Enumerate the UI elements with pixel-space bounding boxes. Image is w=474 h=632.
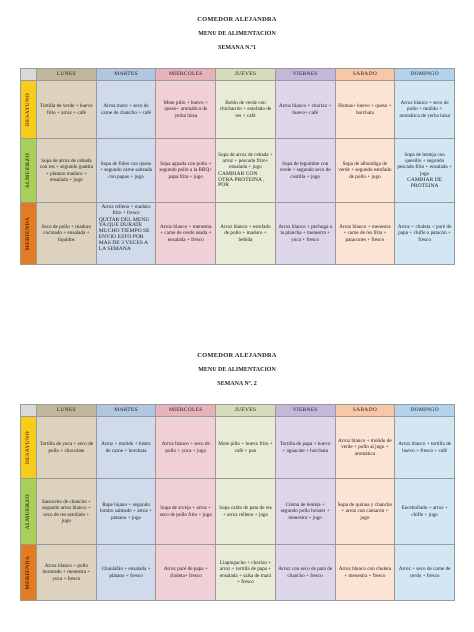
- day-header-jueves: JUEVES: [216, 69, 276, 81]
- menu-cell: Sancocho de chancho + segundo arroz blanco + seco de res estofado + jugo: [37, 479, 97, 545]
- menu-cell: Chaulafán + ensalada + plátano + fresco: [96, 545, 156, 601]
- day-header-martes: MARTES: [96, 69, 156, 81]
- handwritten-note: CAMBIAR CON OTRA PROTEINA , POR: [218, 170, 265, 189]
- menu-cell: Arroz puré de papa + chuleta+ fresco: [156, 545, 216, 601]
- menu-cell: Sopa aguada con pollo + segundo pollo a la BBQ+ papa frita + jugo: [156, 139, 216, 203]
- menu-cell: Tortilla de yuca + seco de pollo + chocolate: [37, 417, 97, 479]
- handwritten-note: QUITAR DEL MENU YA QUE DURATE MUCHO TIEMPO SE ENVIO ESTO POR MAS DE 3 VECES A LA SEMANA: [98, 216, 150, 252]
- day-header-sabado: SABADO: [335, 405, 395, 417]
- menu-cell: Encebollado + arroz + chifle + jugo: [395, 479, 455, 545]
- menu-item: Arroz relleno + maduro frito + fresco: [101, 204, 151, 217]
- day-header-jueves: JUEVES: [216, 405, 276, 417]
- menu-cell: Sopa caldo de pata de res + arroz relleno + jugo: [216, 479, 276, 545]
- menu-cell: Humas+ huevo + queso + horchata: [335, 81, 395, 139]
- day-header-sabado: SABADO: [335, 69, 395, 81]
- menu-cell: Crema de lenteja + segundo pollo broster + menestra + jugo: [275, 479, 335, 545]
- week1-header: [0, 16, 474, 52]
- menu-cell: Arroz + seco de carne de cerdo + fresco: [395, 545, 455, 601]
- menu-item: Sopa de arroz de cebada + arroz + pescado frito+ ensalada + jugo: [218, 151, 273, 171]
- menu-cell: [96, 203, 156, 265]
- menu-subtitle: MENU DE ALIMENTACION: [198, 367, 276, 373]
- menu-cell: Bolón de verde con chicharrón + estofado de res + café: [216, 81, 276, 139]
- day-header-lunes: LUNES: [37, 69, 97, 81]
- week1-menu-table: [20, 68, 455, 265]
- menu-cell: Rape lojano + segundo lomito salteado + arroz + platano + jugo: [96, 479, 156, 545]
- row-header-almuerzo: ALMUERZO: [21, 479, 37, 545]
- row-header-desayuno: DESAYUNO: [21, 417, 37, 479]
- day-header-miercoles: MIERCOLES: [156, 69, 216, 81]
- menu-cell: Arroz blanco + molido de verde + pollo al jugo + aromática: [335, 417, 395, 479]
- menu-cell: Arroz blanco + menestra + carne de cerdo asada + ensalada + fresco: [156, 203, 216, 265]
- menu-cell: Arroz moro + seco de carne de chancho + café: [96, 81, 156, 139]
- week2-menu-table: [20, 404, 455, 601]
- menu-cell: Sopa de legumbre con verde + segundo seco de costilla + jugo: [275, 139, 335, 203]
- menu-cell: Llapingacho + chorizo + arroz + tortilla de papa + ensalada + salsa de maní + fresco: [216, 545, 276, 601]
- menu-cell: Arroz blanco + pechuga a la plancha + menestra + yuca + fresco: [275, 203, 335, 265]
- menu-item: Sopa de lenteja con quesillo + segundo pescado frito + ensalada + jugo: [397, 151, 452, 177]
- menu-cell: Arroz blanco + estofado de pollo + maduro + bebida: [216, 203, 276, 265]
- menu-cell: Arroz con seco de pata de chancho + fresco: [275, 545, 335, 601]
- day-header-martes: MARTES: [96, 405, 156, 417]
- menu-cell: Arroz blanco + tortilla de huevo + fresco + café: [395, 417, 455, 479]
- menu-cell: Arroz blanco + menestra + carne de res frita + patacones + fresco: [335, 203, 395, 265]
- handwritten-note: CAMBIAR DE PROTEINA: [407, 176, 443, 189]
- day-header-lunes: LUNES: [37, 405, 97, 417]
- menu-cell: [395, 139, 455, 203]
- day-header-viernes: VIERNES: [275, 405, 335, 417]
- restaurant-title: COMEDOR ALEJANDRA: [197, 16, 277, 23]
- week-label: SEMANA N.º1: [218, 45, 256, 51]
- menu-cell: Arroz + molido + bistec de carne + horchata: [96, 417, 156, 479]
- corner-cell: [21, 69, 37, 81]
- restaurant-title: COMEDOR ALEJANDRA: [197, 352, 277, 359]
- menu-subtitle: MENU DE ALIMENTACION: [198, 31, 276, 37]
- menu-cell: Mote pillo + huevo + queso+ aromática de yerba luisa: [156, 81, 216, 139]
- row-header-merienda: MERIENDA: [21, 203, 37, 265]
- row-header-merienda: MERIENDA: [21, 545, 37, 601]
- menu-cell: Sopa de arveja + arroz + seco de pollo frito + jugo: [156, 479, 216, 545]
- menu-cell: Arroz blanco + seco de pollo + molido + aromática de yerba luisa: [395, 81, 455, 139]
- menu-cell: [216, 139, 276, 203]
- menu-cell: Arroz blanco + pollo horneado + menestra + yuca + fresco: [37, 545, 97, 601]
- day-header-miercoles: MIERCOLES: [156, 405, 216, 417]
- corner-cell: [21, 405, 37, 417]
- week-label: SEMANA Nº. 2: [217, 381, 257, 387]
- menu-cell: Sopa de albondiga de verde + segundo estofado de pollo + jugo: [335, 139, 395, 203]
- menu-cell: Seco de pollo + maduro cocinado + ensalada + líquidos: [37, 203, 97, 265]
- day-header-viernes: VIERNES: [275, 69, 335, 81]
- week2-header: [0, 352, 474, 388]
- menu-cell: Sopa de fideo con queso + segundo carne salteada con papas + jugo: [96, 139, 156, 203]
- menu-cell: Arroz blanco + seco de pollo + yuca + jugo: [156, 417, 216, 479]
- menu-cell: Arroz + chuleta + puré de papa + chifle o patacón + fresco: [395, 203, 455, 265]
- row-header-desayuno: DESAYUNO: [21, 81, 37, 139]
- menu-cell: Tortilla de papa + huevo + aguacate + horchata: [275, 417, 335, 479]
- menu-cell: Tortilla de verde + huevo frito + arroz + café: [37, 81, 97, 139]
- day-header-domingo: DOMINGO: [395, 69, 455, 81]
- day-header-domingo: DOMINGO: [395, 405, 455, 417]
- menu-cell: Arroz blanco + chorizo + huevo+ café: [275, 81, 335, 139]
- menu-cell: Arroz blanco con chuleta + menestra + fresco: [335, 545, 395, 601]
- row-header-almuerzo: ALMUERZO: [21, 139, 37, 203]
- menu-cell: Sopa de quinua y chancho + arroz con camarón + jugo: [335, 479, 395, 545]
- menu-cell: Mote pillo + huevo frito + café + pan: [216, 417, 276, 479]
- menu-cell: Sopa de arroz de cebada con res + segundo guatita + platano maduro + ensalada + jugo: [37, 139, 97, 203]
